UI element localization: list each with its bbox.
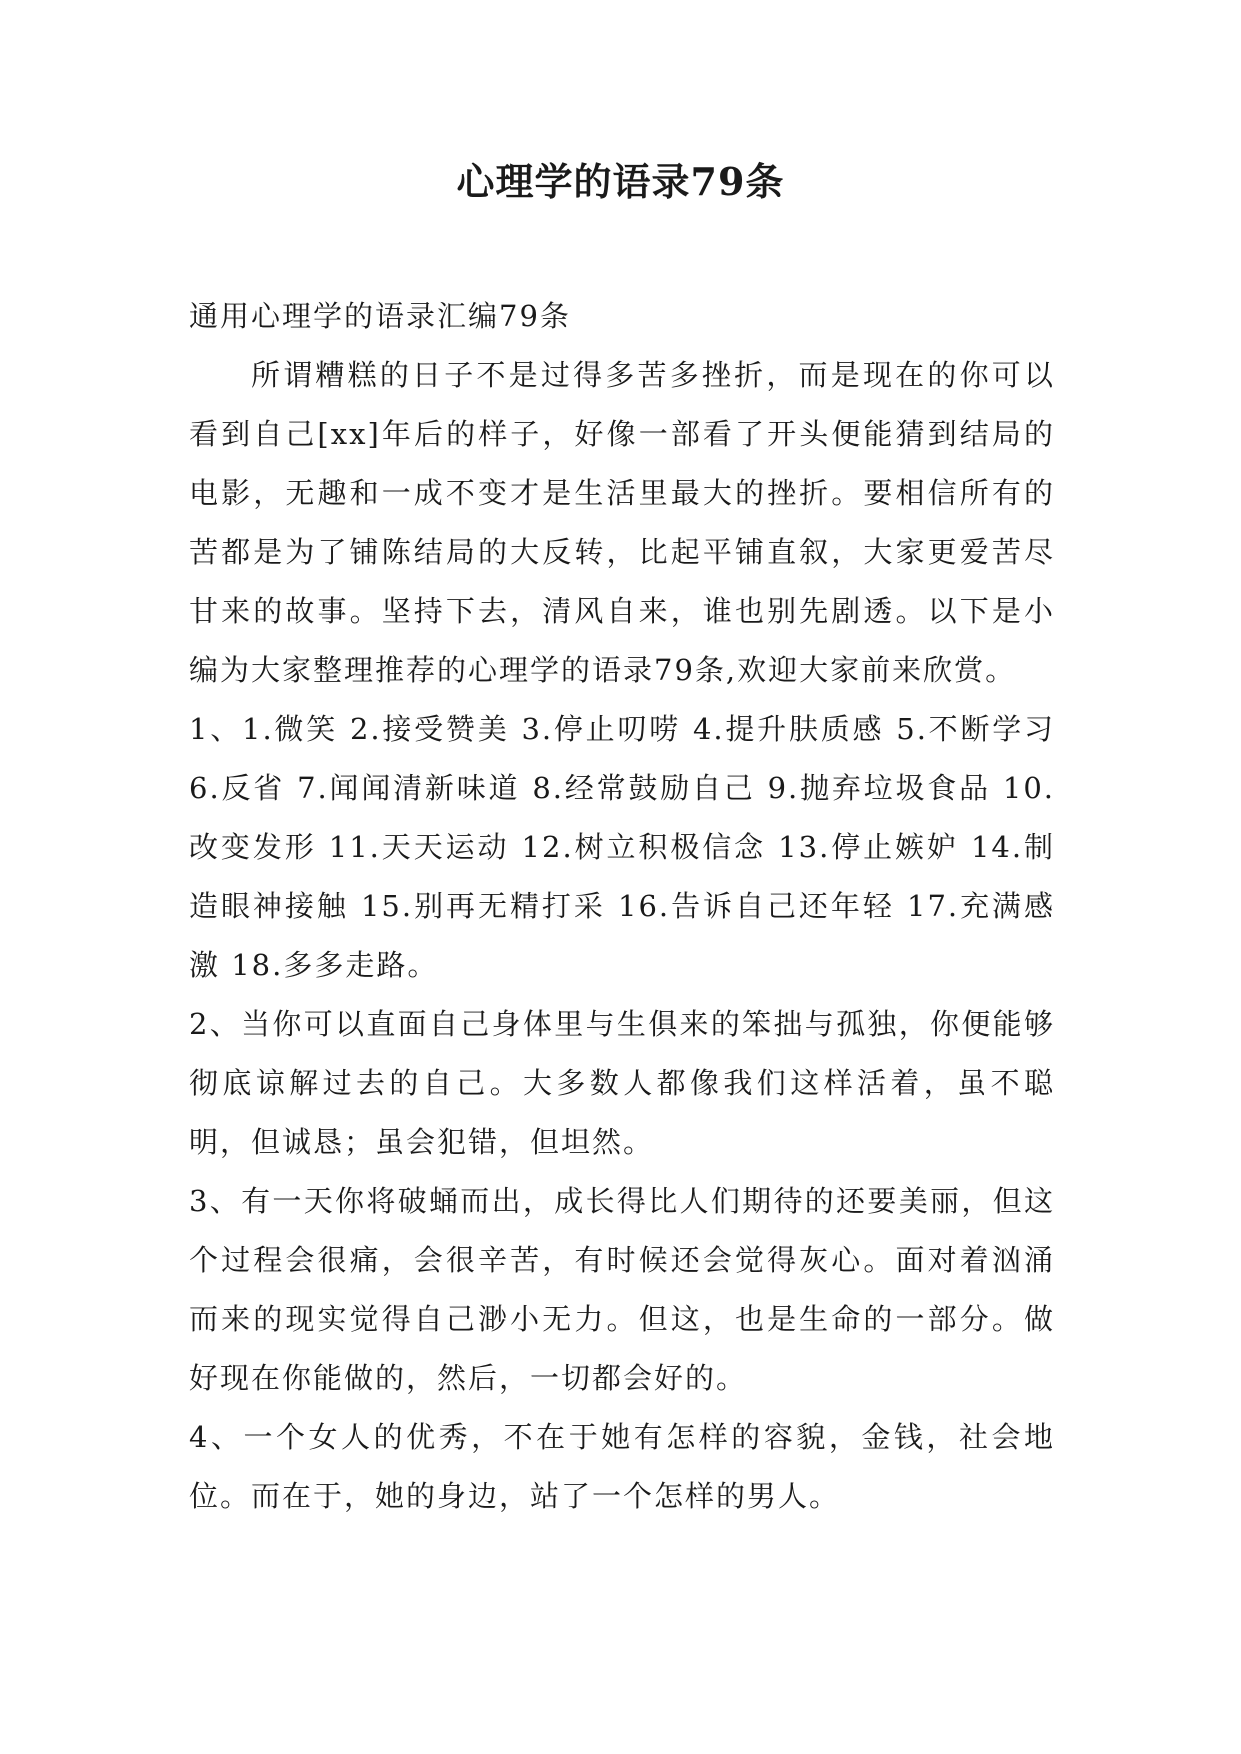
quote-item-3: 3、有一天你将破蛹而出，成长得比人们期待的还要美丽，但这个过程会很痛，会很辛苦，有时候还会觉得灰心。面对着汹涌而来的现实觉得自己渺小无力。但这，也是生命的一部分。做好现在你能做的，然后，一切都会好的。: [189, 1184, 1055, 1395]
quote-item-4: 4、一个女人的优秀，不在于她有怎样的容貌，金钱，社会地位。而在于，她的身边，站了一个怎样的男人。: [189, 1420, 1055, 1513]
intro-paragraph: 所谓糟糕的日子不是过得多苦多挫折，而是现在的你可以看到自己[xx]年后的样子，好像一部看了开头便能猜到结局的电影，无趣和一成不变才是生活里最大的挫折。要相信所有的苦都是为了铺陈结局的大反转，比起平铺直叙，大家更爱苦尽甘来的故事。坚持下去，清风自来，谁也别先剧透。以下是小编为大家整理推荐的心理学的语录79条,欢迎大家前来欣赏。: [189, 358, 1055, 687]
document-title: 心理学的语录79条: [456, 159, 785, 204]
quote-item-2: 2、当你可以直面自己身体里与生俱来的笨拙与孤独，你便能够彻底谅解过去的自己。大多数人都像我们这样活着，虽不聪明，但诚恳；虽会犯错，但坦然。: [189, 1007, 1055, 1159]
document-body: [189, 287, 1055, 1526]
quote-item-1: 1、1.微笑 2.接受赞美 3.停止叨唠 4.提升肤质感 5.不断学习 6.反省 7.闻闻清新味道 8.经常鼓励自己 9.抛弃垃圾食品 10.改变发形 11.天天运动 12.树立积极信念 13.停止嫉妒 14.制造眼神接触 15.别再无精打采 16.告诉自己还年轻 17.充满感激 18.多多走路。: [189, 712, 1055, 982]
document-subtitle: 通用心理学的语录汇编79条: [189, 299, 571, 333]
